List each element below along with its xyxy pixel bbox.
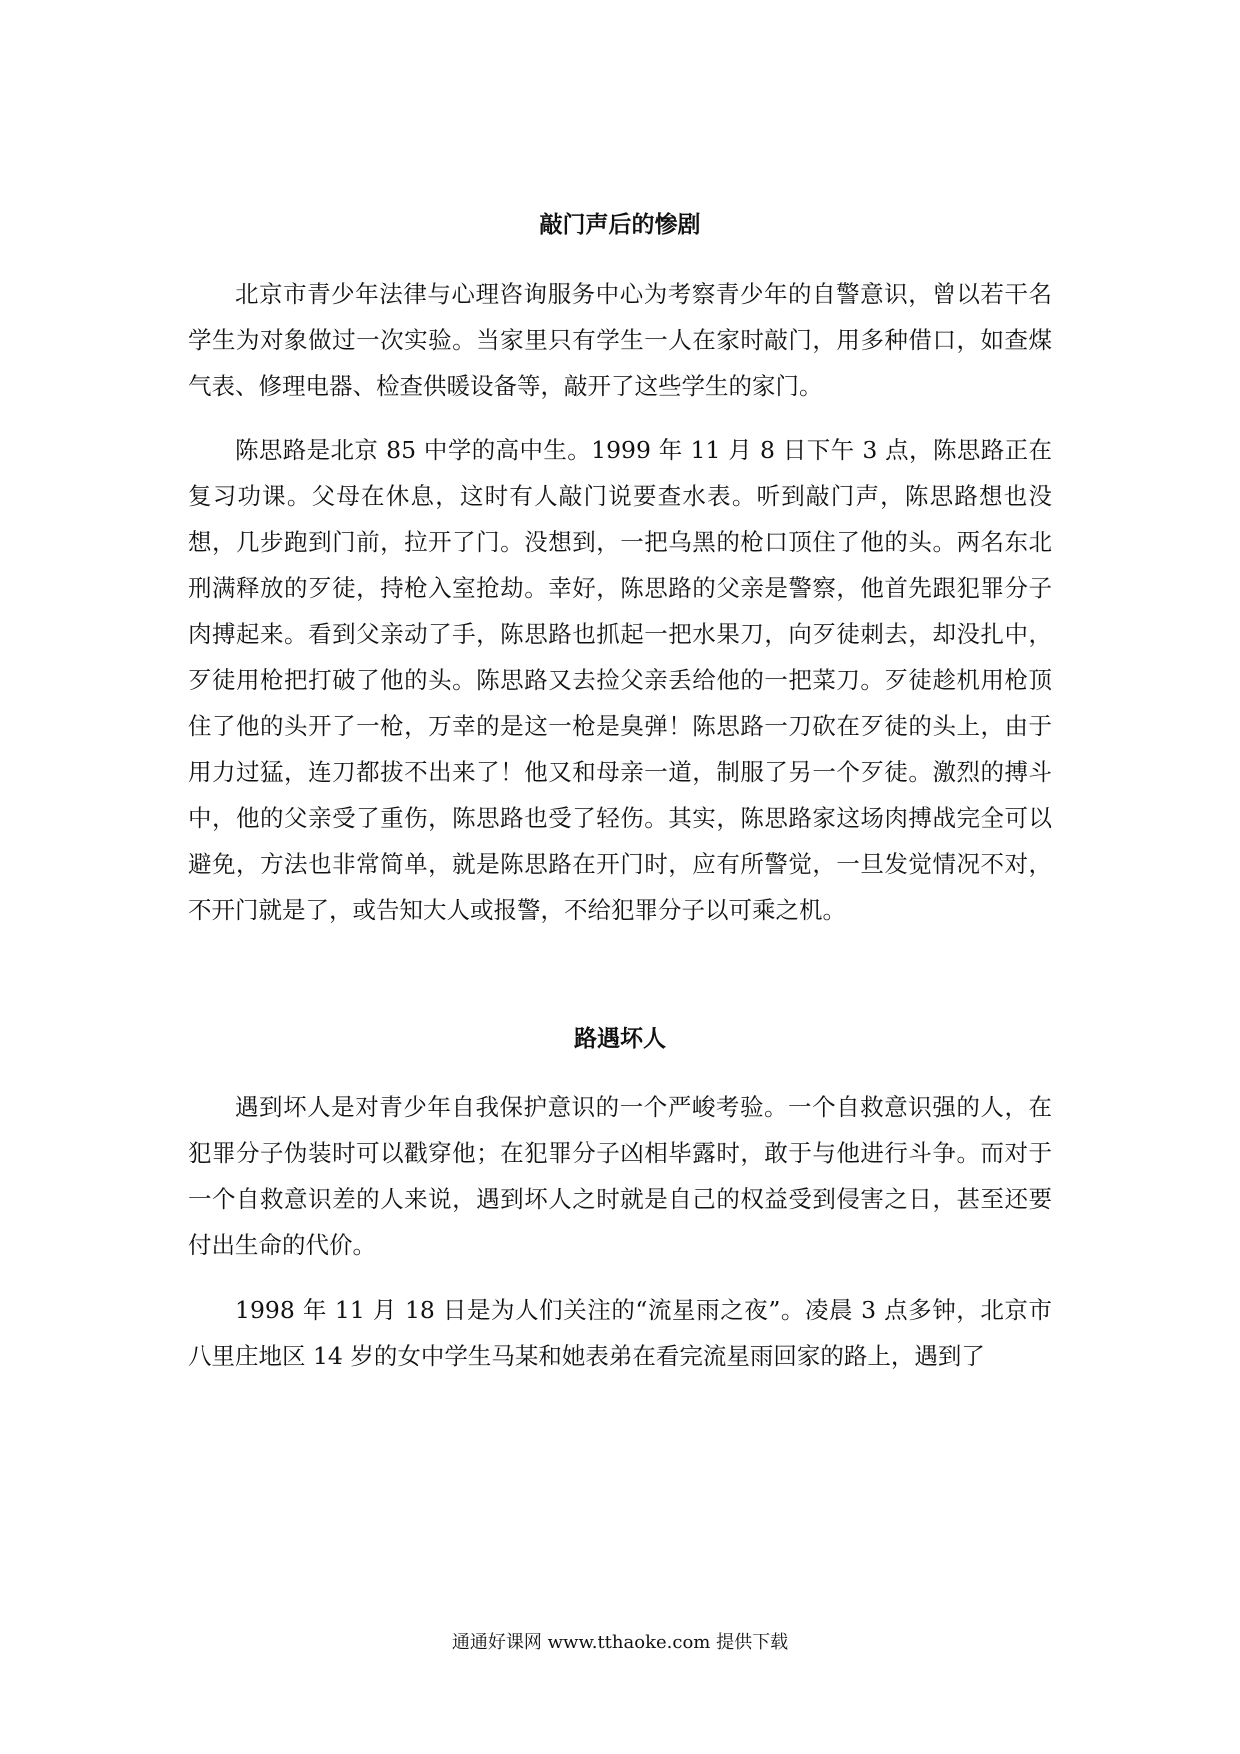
paragraph-self-protection: 遇到坏人是对青少年自我保护意识的一个严峻考验。一个自救意识强的人，在犯罪分子伪装时可以戳穿他；在犯罪分子凶相毕露时，敢于与他进行斗争。而对于一个自救意识差的人来说，遇到坏人之时就是自己的权益受到侵害之日，甚至还要付出生命的代价。 [188,1093,1052,1259]
section-title-bad-people: 路遇坏人 [574,1026,666,1052]
paragraph-chen-silu: 陈思路是北京 85 中学的高中生。1999 年 11 月 8 日下午 3 点，陈思路正在复习功课。父母在休息，这时有人敲门说要查水表。听到敲门声，陈思路想也没想，几步跑到门前，拉开了门。没想到，一把乌黑的枪口顶住了他的头。两名东北刑满释放的歹徒，持枪入室抢劫。幸好，陈思路的父亲是警察，他首先跟犯罪分子肉搏起来。看到父亲动了手，陈思路也抓起一把水果刀，向歹徒刺去，却没扎中，歹徒用枪把打破了他的头。陈思路又去捡父亲丢给他的一把菜刀。歹徒趁机用枪顶住了他的头开了一枪，万幸的是这一枪是臭弹！陈思路一刀砍在歹徒的头上，由于用力过猛，连刀都拔不出来了！他又和母亲一道，制服了另一个歹徒。激烈的搏斗中，他的父亲受了重伤，陈思路也受了轻伤。其实，陈思路家这场肉搏战完全可以避免，方法也非常简单，就是陈思路在开门时，应有所警觉，一旦发觉情况不对，不开门就是了，或告知大人或报警，不给犯罪分子以可乘之机。 [188,436,1052,924]
page-footer: 通通好课网 www.tthaoke.com 提供下载 [451,1632,789,1653]
paragraph-experiment: 北京市青少年法律与心理咨询服务中心为考察青少年的自警意识，曾以若干名学生为对象做过一次实验。当家里只有学生一人在家时敲门，用多种借口，如查煤气表、修理电器、检查供暖设备等，敲开了这些学生的家门。 [188,280,1052,400]
section-title-knock: 敲门声后的惨剧 [539,212,701,238]
document-page [188,0,1052,1754]
paragraph-meteor-night: 1998 年 11 月 18 日是为人们关注的“流星雨之夜”。凌晨 3 点多钟，北京市八里庄地区 14 岁的女中学生马某和她表弟在看完流星雨回家的路上，遇到了 [188,1296,1052,1370]
